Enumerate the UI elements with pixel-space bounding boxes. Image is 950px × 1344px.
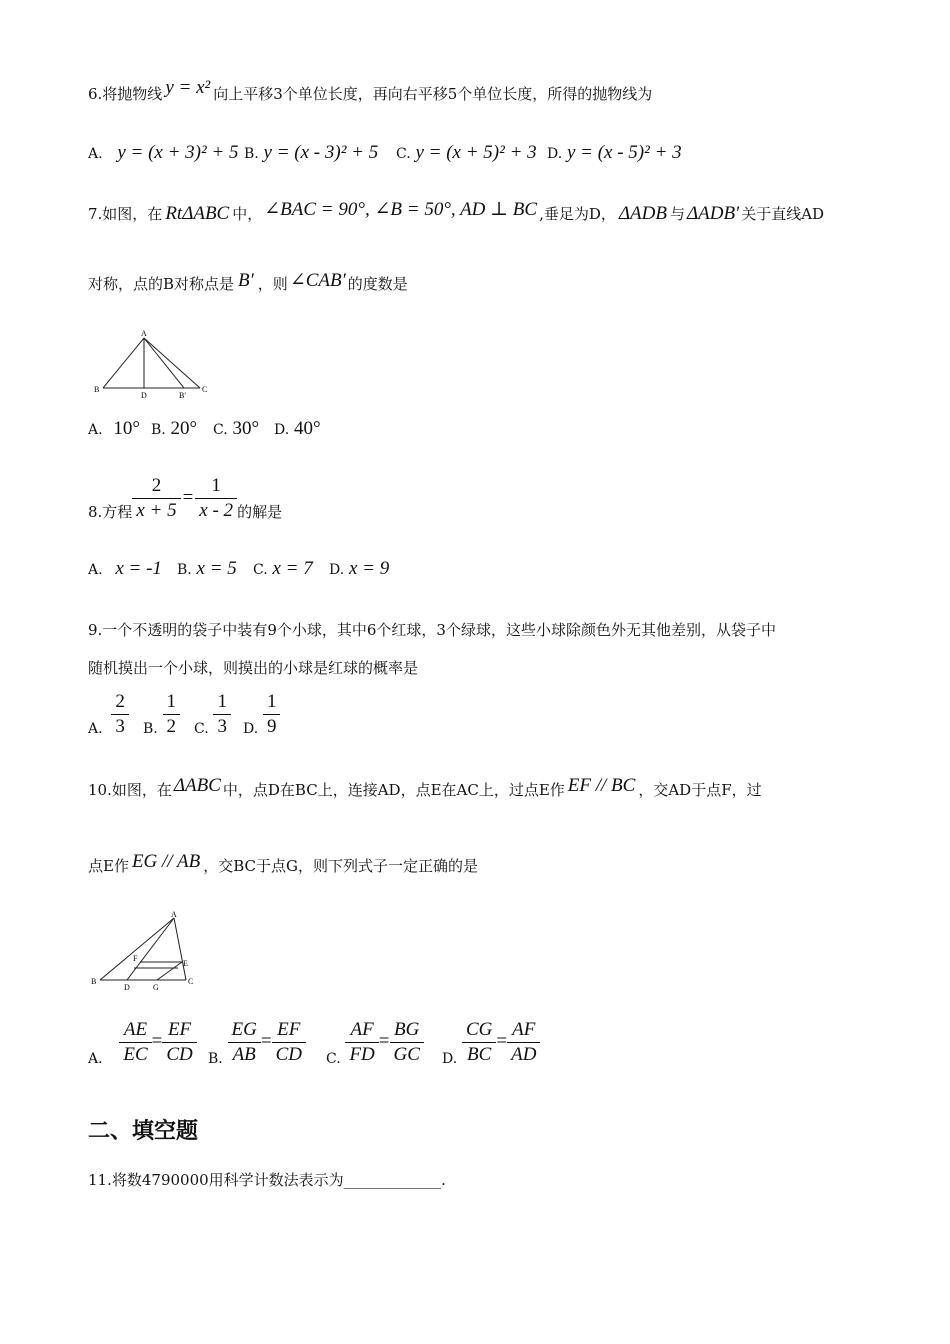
option-label: D. [329,562,345,578]
q7-text: ，则 [257,275,288,293]
option-label: C. [194,720,209,737]
q7-triangle: RtΔABC [165,203,230,224]
fraction-denominator: EC [123,1044,148,1065]
option-value: 20° [170,418,198,439]
option-label: B. [151,422,166,438]
q8-option-c[interactable] [253,558,313,580]
q8-option-a[interactable] [88,558,162,580]
fraction-denominator: CD [275,1044,302,1065]
option-label: A. [88,146,103,162]
option-expr: x = 9 [348,558,390,579]
fraction-numerator: CG [462,1018,496,1043]
question-9-line2: 随机摸出一个小球，则摸出的小球是红球的概率是 [88,659,419,677]
option-label: D. [274,422,290,438]
q10-fig-label-g: G [153,983,159,992]
fraction-numerator: 1 [163,690,181,715]
q10-text: ，交AD于点F，过 [638,781,762,799]
fraction-numerator: AE [119,1018,151,1043]
q8-text: 的解是 [237,502,283,521]
q8-option-d[interactable] [329,558,389,580]
q7-figure [90,326,220,402]
option-value: 30° [232,418,260,439]
q7-option-c[interactable] [213,418,259,440]
q8-lhs-fraction [132,474,180,523]
equals-sign: = [496,1030,508,1052]
fraction-numerator: 1 [213,690,231,715]
q7-option-a[interactable] [88,418,140,440]
q6-original-parabola: y = x² [165,77,211,98]
q6-option-d[interactable] [547,142,682,164]
q6-option-b[interactable] [244,142,378,164]
option-label: A. [88,422,103,438]
fraction-numerator: AF [507,1018,540,1043]
option-label: D. [442,1050,458,1067]
q10-fig-label-e: E [183,959,188,968]
q10-option-b[interactable] [208,1018,306,1067]
q6-option-a[interactable] [88,142,239,164]
fraction-denominator: AD [511,1044,537,1065]
option-label: C. [213,422,228,438]
option-label: A. [88,1050,103,1067]
option-expr: y = (x + 5)² + 3 [415,142,537,163]
q10-option-d[interactable] [442,1018,540,1067]
equals-sign: = [260,1030,272,1052]
question-7-stem-line2 [88,270,408,294]
option-label: B. [244,146,259,162]
option-label: D. [243,720,259,737]
fraction-denominator: BC [467,1044,492,1065]
q9-option-c[interactable] [194,690,231,739]
question-10-stem-line1 [88,775,762,800]
option-lhs-fraction [462,1018,496,1067]
fraction-numerator: BG [390,1018,424,1043]
option-expr: x = -1 [115,558,162,579]
fraction-numerator: EG [228,1018,261,1043]
option-rhs-fraction [390,1018,424,1067]
q7-text: 关于直线AD [741,205,825,223]
option-label: A. [88,720,103,737]
fraction-denominator: x - 2 [199,500,234,521]
question-11: 11.将数4790000用科学计数法表示为_____________. [88,1171,446,1189]
q8-rhs-fraction [195,474,237,523]
option-value: 40° [293,418,321,439]
q7-text: 的度数是 [347,275,408,293]
fraction-numerator: 1 [263,690,281,715]
fraction-denominator: CD [166,1044,193,1065]
q7-fig-label-d: D [141,391,147,400]
q7-text: 对称，点的B对称点是 [88,275,235,293]
option-label: C. [396,146,411,162]
q7-option-d[interactable] [274,418,321,440]
option-expr: y = (x - 5)² + 3 [566,142,682,163]
option-label: D. [547,146,563,162]
option-expr: x = 5 [196,558,237,579]
option-label: B. [143,720,158,737]
option-expr: y = (x - 3)² + 5 [263,142,379,163]
option-lhs-fraction [228,1018,261,1067]
option-rhs-fraction [507,1018,540,1067]
option-lhs-fraction [119,1018,151,1067]
fraction-denominator: GC [393,1044,420,1065]
option-rhs-fraction [272,1018,306,1067]
option-label: B. [208,1050,223,1067]
option-fraction [111,690,129,739]
q6-stem-end: 向上平移3个单位长度，再向右平移5个单位长度，所得的抛物线为 [213,85,653,103]
q7-option-b[interactable] [151,418,197,440]
q9-option-d[interactable] [243,690,280,739]
option-label: B. [177,562,192,578]
fraction-numerator: 1 [195,474,237,499]
fraction-denominator: AB [232,1044,256,1065]
question-7-stem-line1 [88,199,825,224]
option-label: A. [88,562,103,578]
q8-option-b[interactable] [177,558,237,580]
q7-text: 中， [232,205,263,223]
q10-fig-label-a: A [171,910,177,919]
fraction-denominator: x + 5 [136,500,177,521]
option-lhs-fraction [345,1018,378,1067]
q10-option-c[interactable] [326,1018,424,1067]
q7-text: ,垂足为D， [539,205,616,223]
q10-text: 10.如图，在 [88,781,172,799]
question-6-stem [88,77,653,104]
q10-text: 中，点D在BC上，连接AD，点E在AC上，过点E作 [222,781,565,799]
fraction-numerator: AF [345,1018,378,1043]
q10-fig-label-f: F [133,954,138,963]
q7-angle: ∠CAB′ [289,270,346,291]
q10-text: ，交BC于点G，则下列式子一定正确的是 [203,857,478,875]
q7-conditions: ∠BAC = 90°, ∠B = 50°, AD ⊥ BC [264,199,538,220]
option-fraction [213,690,231,739]
option-fraction [263,690,281,739]
equals-sign: = [378,1030,390,1052]
q10-ef-parallel-bc: EF // BC [567,775,636,796]
option-rhs-fraction [162,1018,196,1067]
q7-triangle-adb-prime: ΔADB′ [686,203,740,224]
q10-fig-label-c: C [188,977,194,986]
q6-stem-start: 6.将抛物线 [88,85,163,103]
fraction-numerator: 2 [132,474,180,499]
q7-fig-label-b: B [94,385,100,394]
q7-point-b-prime: B′ [238,270,254,291]
option-fraction [163,690,181,739]
q10-figure [90,910,202,994]
q8-text: 8.方程 [88,502,133,521]
fraction-denominator: 3 [115,716,125,737]
q10-fig-label-d: D [124,983,130,992]
q7-triangle-adb: ΔADB [618,203,667,224]
option-label: C. [326,1050,341,1067]
q10-fig-label-b: B [91,977,97,986]
option-value: 10° [113,418,140,439]
fraction-denominator: 2 [166,716,177,737]
q10-text: 点E作 [88,857,129,875]
q10-triangle: ΔABC [173,775,221,796]
equals-sign: = [182,486,194,508]
q10-eg-parallel-ab: EG // AB [131,851,201,872]
q7-text: 7.如图，在 [88,205,163,223]
q7-fig-label-c: C [202,385,208,394]
question-10-stem-line2 [88,851,478,876]
question-9-line1: 9.一个不透明的袋子中装有9个小球，其中6个红球，3个绿球，这些小球除颜色外无其他差别，从袋子中 [88,621,776,639]
fraction-numerator: EF [162,1018,196,1043]
fraction-denominator: FD [349,1044,375,1065]
section-heading: 二、填空题 [88,1119,199,1144]
fraction-numerator: 2 [111,690,129,715]
option-expr: y = (x + 3)² + 5 [117,142,239,163]
fraction-denominator: 9 [266,716,277,737]
q10-option-a[interactable] [88,1018,197,1067]
equals-sign: = [151,1030,163,1052]
option-label: C. [253,562,268,578]
fraction-denominator: 3 [217,716,227,737]
q9-option-b[interactable] [143,690,180,739]
q9-option-a[interactable] [88,690,129,739]
option-expr: x = 7 [272,558,313,579]
fraction-numerator: EF [272,1018,306,1043]
q7-fig-label-a: A [141,329,147,338]
question-8-stem [88,474,282,523]
q7-fig-label-b-prime: B′ [179,391,187,400]
q6-option-c[interactable] [396,142,537,164]
q7-text: 与 [669,205,685,223]
